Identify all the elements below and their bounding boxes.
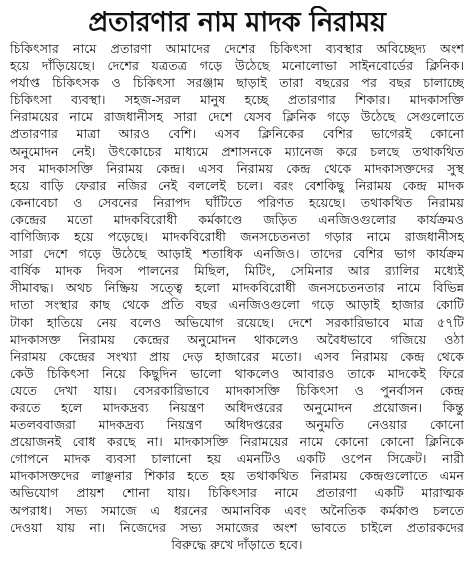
article-line: কেউ চিকিৎসা নিয়ে কিছুদিন ভালো থাকলেও আবারও তাকে মাদকেই ফিরে: [10, 365, 464, 381]
article-line: সীমাবদ্ধ। অথচ নিষ্ক্রিয় সত্ত্বে হলো মাদকবিরোধী জনসচেতনতার নামে বিভিন্ন: [10, 280, 464, 296]
article-line: চিকিৎসা ব্যবস্থা। সহজ-সরল মানুষ হচ্ছে প্রতারণার শিকার। মাদকাসক্তি: [10, 92, 464, 108]
article-line: দেওয়া যায় না। নিজেদের সভ্য সমাজের অংশ ভাবতে চাইলে প্রতারকদের: [10, 519, 464, 535]
article-line: কেন্দ্রের মতো মাদকবিরোধী কর্মকাণ্ডে জড়িত এনজিওগুলোর কার্যক্রমও: [10, 211, 464, 227]
article-line: অপরাধ। সভ্য সমাজে এ ধরনের অমানবিক এবং অনৈতিক কর্মকাণ্ড চলতে: [10, 502, 464, 518]
article-line: সব মাদকাসক্তি নিরাময় কেন্দ্র। এসব নিরাময় কেন্দ্র থেকে মাদকাসক্তদের সুস্থ: [10, 160, 464, 176]
article-line: বার্ষিক মাদক দিবস পালনের মিছিল, মিটিং, সেমিনার আর র‍্যালির মধ্যেই: [10, 263, 464, 279]
article-line: টাকা হাতিয়ে নেয় বলেও অভিযোগ রয়েছে। দেশে সরকারিভাবে মাত্র ৫৭টি: [10, 314, 464, 330]
article-line: নিরাময়ের নামে রাজধানীসহ সারা দেশে যেসব ক্লিনিক গড়ে উঠেছে সেগুলোতে: [10, 109, 464, 125]
article-line: মাদকাসক্তদের লাঞ্ছনার শিকার হতে হয় তথাকথিত নিরাময় কেন্দ্রগুলোতে এমন: [10, 468, 464, 484]
article-headline: প্রতারণার নাম মাদক নিরাময়: [88, 7, 386, 38]
article-line: বাণিজ্যিক হয়ে পড়েছে। মাদকবিরোধী জনসচেতনতা গড়ার নামে রাজধানীসহ: [10, 229, 464, 245]
article-line: অভিযোগ প্রায়শ শোনা যায়। চিকিৎসার নামে প্রতারণা একটি মারাত্মক: [10, 485, 464, 501]
article-line: বিরুদ্ধে রুখে দাঁড়াতে হবে।: [171, 536, 303, 552]
article-line: হয়ে দাঁড়িয়েছে। দেশের যত্রতত্র গড়ে উঠেছে মনোলোভা সাইনবোর্ডের ক্লিনিক।: [10, 58, 464, 74]
article-line: নিরাময় কেন্দ্রের সংখ্যা প্রায় দেড় হাজারের মতো। এসব নিরাময় কেন্দ্র থেকে: [10, 348, 464, 364]
article-line: হয়ে বাড়ি ফেরার নজির নেই বললেই চলে। বরং বেশকিছু নিরাময় কেন্দ্র মাদক: [10, 177, 464, 193]
article-line: কেনাবেচা ও সেবনের নিরাপদ ঘাঁটিতে পরিণত হয়েছে। তথাকথিত নিরাময়: [10, 194, 464, 210]
article-line: গোপনে মাদক ব্যবসা চালানো হয় এমনটিও একটি ওপেন সিক্রেট। নারী: [10, 451, 464, 467]
article-line: যেতে দেখা যায়। বেসরকারিভাবে মাদকাসক্তি চিকিৎসা ও পুনর্বাসন কেন্দ্র: [10, 382, 464, 398]
article-line: প্রয়োজনই বোধ করছে না। মাদকাসক্তি নিরাময়ের নামে কোনো কোনো ক্লিনিকে: [10, 434, 464, 450]
article-line: চিকিৎসার নামে প্রতারণা আমাদের দেশের চিকিৎসা ব্যবস্থার অবিচ্ছেদ্য অংশ: [10, 41, 464, 56]
article-body: [10, 40, 464, 553]
article-line: মতলববাজরা মাদকদ্রব্য নিয়ন্ত্রণ অধিদপ্তরের অনুমতি নেওয়ার কোনো: [10, 417, 464, 433]
article-line: দাতা সংস্থার কাছ থেকে প্রতি বছর এনজিওগুলো গড়ে আড়াই হাজার কোটি: [10, 297, 464, 313]
article-line: পর্যাপ্ত চিকিৎসক ও চিকিৎসা সরঞ্জাম ছাড়াই তারা বছরের পর বছর চালাচ্ছে: [10, 75, 464, 91]
article-line: মাদকাসক্ত নিরাময় কেন্দ্রের অনুমোদন থাকলেও অবৈধভাবে গজিয়ে ওঠা: [10, 331, 464, 347]
article-line: করতে হলে মাদকদ্রব্য নিয়ন্ত্রণ অধিদপ্তরের অনুমোদন প্রয়োজন। কিন্তু: [10, 399, 464, 415]
article-line: অনুমোদন নেই। উৎকোচের মাধ্যমে প্রশাসনকে ম্যানেজ করে চলছে তথাকথিত: [10, 143, 464, 159]
article-line: প্রতারণার মাত্রা আরও বেশি। এসব ক্লিনিকের বেশির ভাগেরই কোনো: [10, 126, 464, 142]
article-line: সারা দেশে গড়ে উঠেছে আড়াই শতাধিক এনজিও। তাদের বেশির ভাগ কার্যক্রম: [10, 246, 464, 262]
